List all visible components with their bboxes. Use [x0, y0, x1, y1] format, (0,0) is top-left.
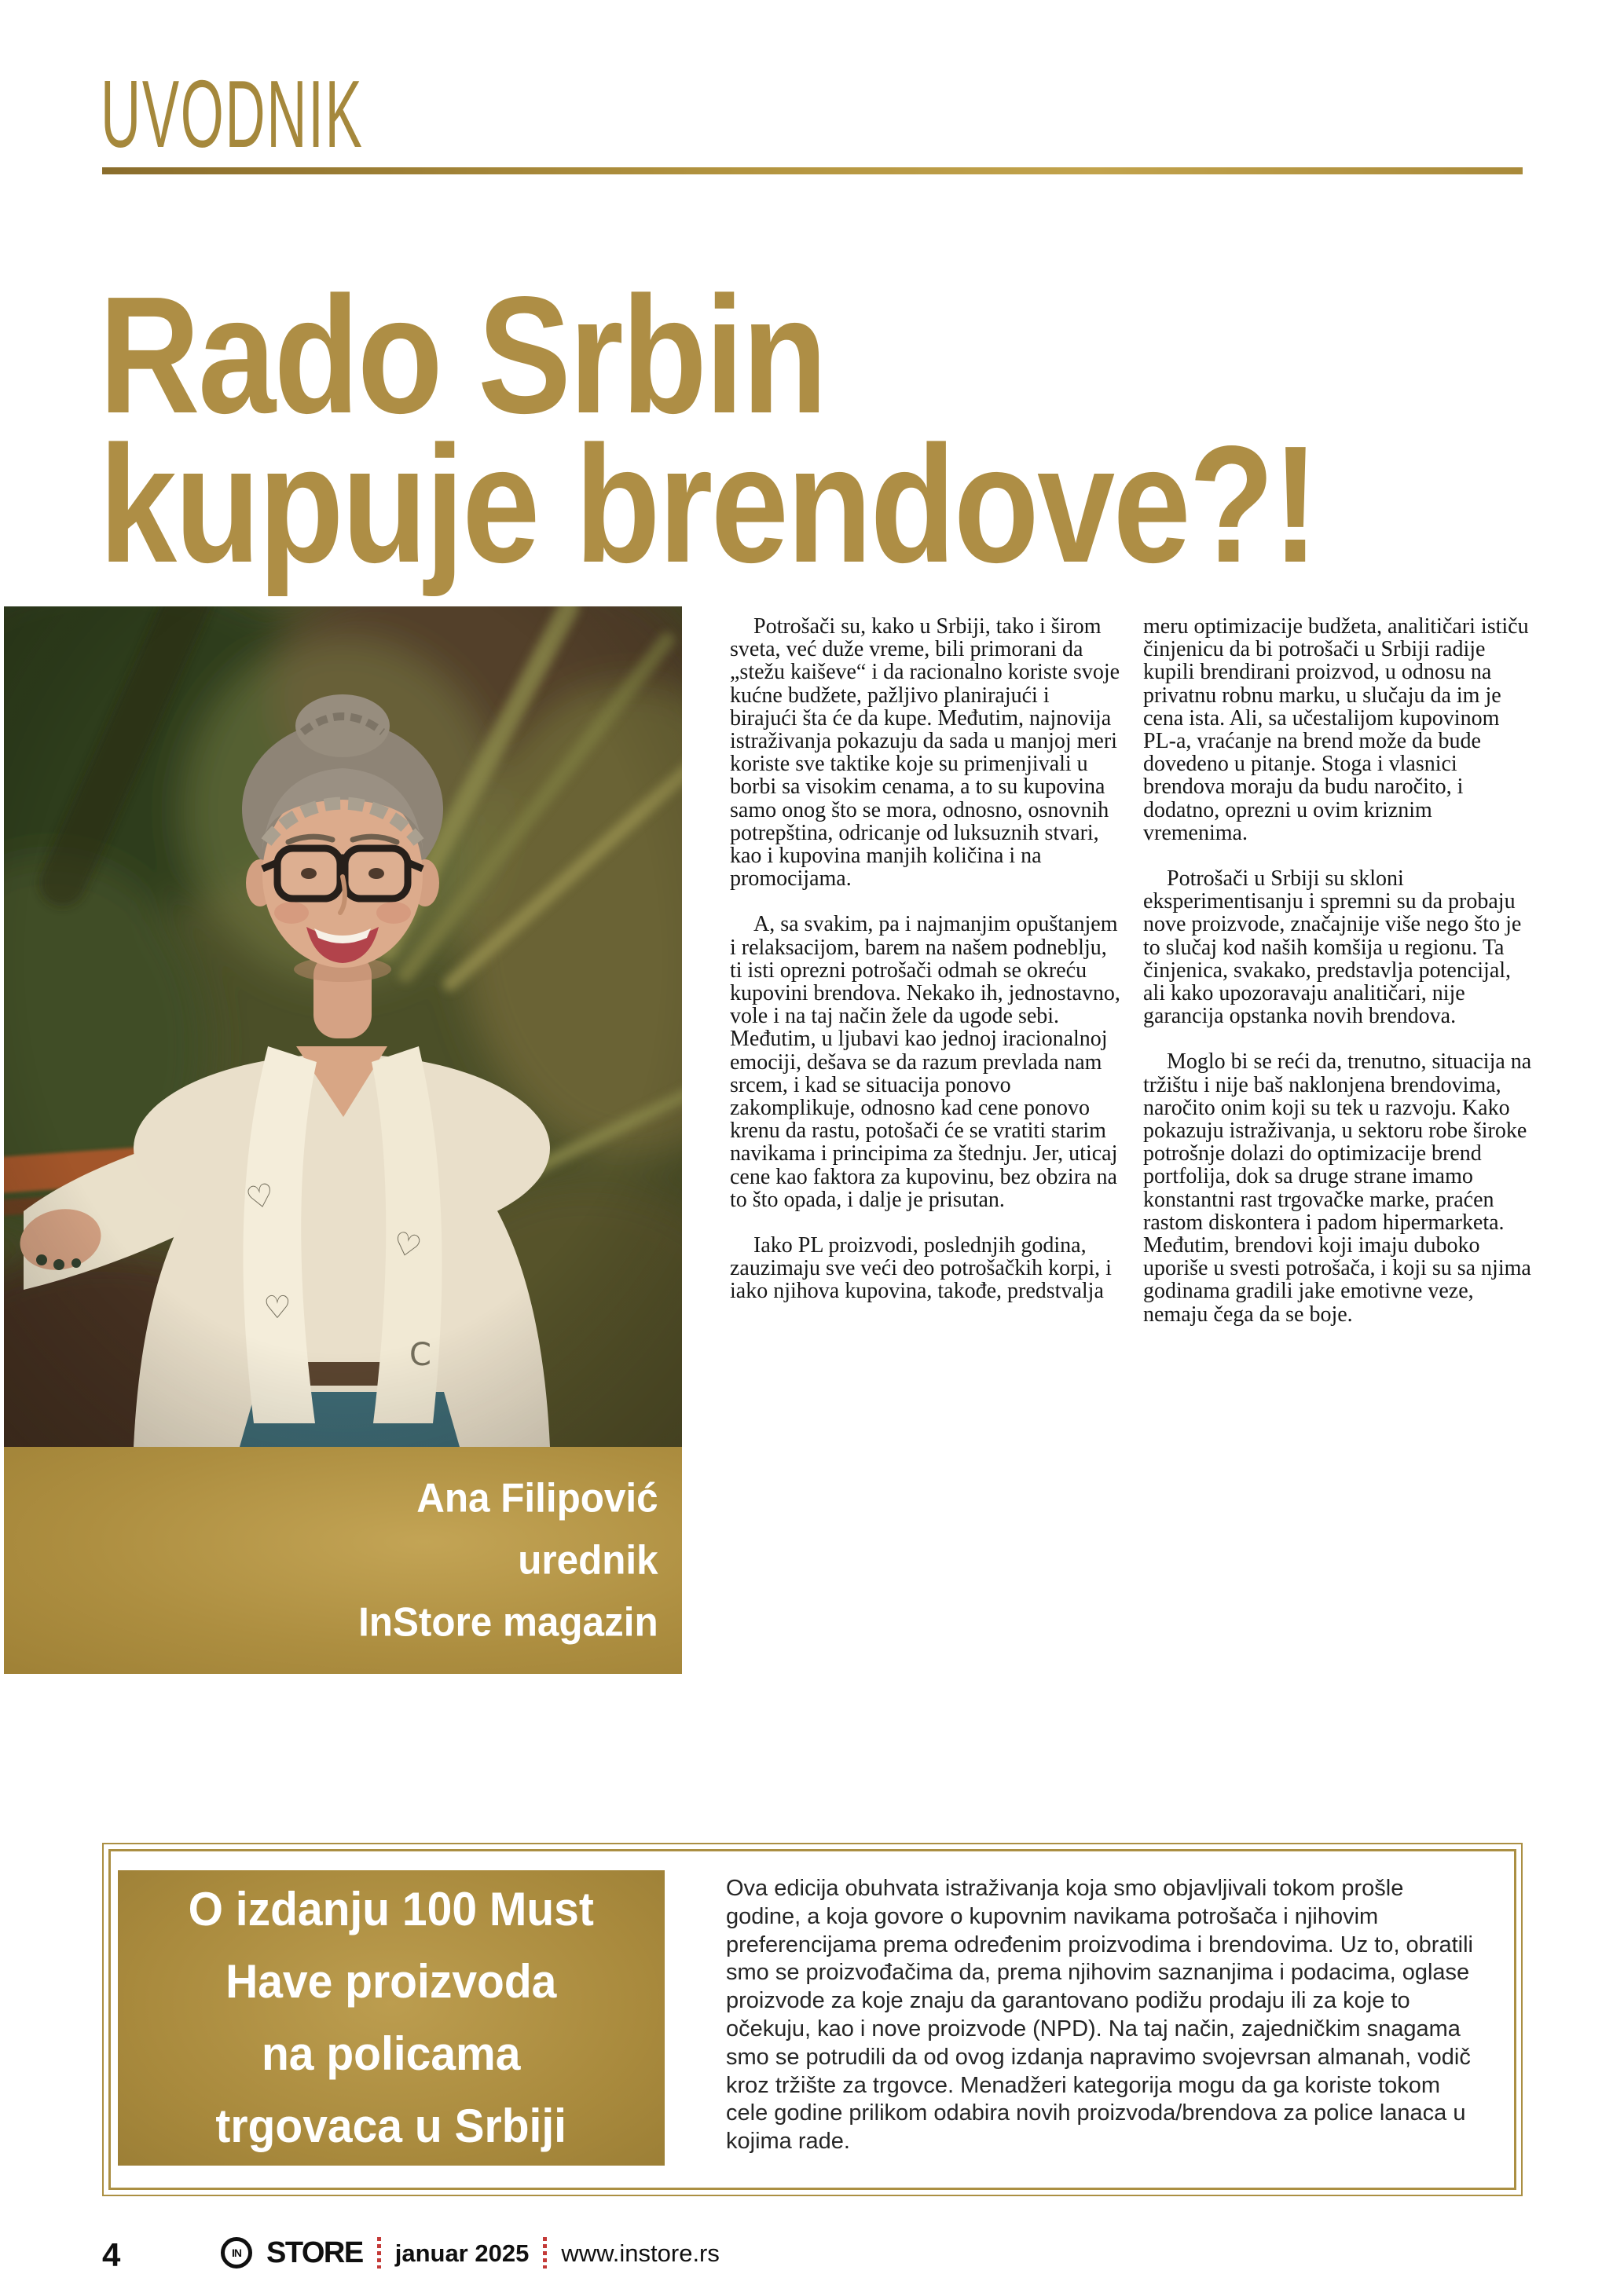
caption-organization: InStore magazin — [358, 1599, 658, 1645]
article-title — [99, 262, 1318, 597]
instore-logo-monogram: IN — [232, 2247, 241, 2259]
caption-role: urednik — [518, 1537, 658, 1583]
issue-date: januar 2025 — [394, 2239, 530, 2267]
promo-body-text: Ova edicija obuhvata istraživanja koja smo objavljivali tokom prošle godine, a koja govore o kupovnim navikama potrošača i njihovim preferencijama prema određenim proizvodima i brendovima. Uz to, obratili smo se proizvođačima da, prema njihovim saznanjima i podacima, oglase proizvode za koje znaju da garantovano podižu prodaju ili za koje to očekuju, kao i nove proizvode (NPD). Na taj način, zajedničkim snagama smo se potrudili da od ovog izdanja napravimo svojevrsan almanah, vodič kroz tržište za trgovce. Menadžeri kategorija mogu da ga koriste tokom cele godine prilikom odabira novih proizvoda/brendova za police lanaca u kojima rade. — [726, 1876, 1473, 2155]
article-title-line2: kupuje brendove?! — [99, 411, 1318, 597]
promo-heading-line1: O izdanju 100 Must — [188, 1883, 595, 1935]
red-dotted-separator — [377, 2237, 381, 2269]
article-paragraph: Iako PL proizvodi, poslednjih godina, zauzimaju sve veći deo potrošačkih korpi, i iako njihova kupovina, takođe, predstvalja — [730, 1233, 1112, 1304]
section-kicker: UVODNIK — [101, 60, 364, 167]
store-wordmark: STORE — [266, 2236, 363, 2269]
promo-gold-panel — [118, 1870, 665, 2166]
promo-heading-line3: na policama — [262, 2027, 521, 2080]
gold-divider-rule — [102, 167, 1523, 174]
article-column-1 — [730, 615, 1121, 1326]
promo-heading-line4: trgovaca u Srbiji — [215, 2100, 567, 2152]
website-link[interactable]: www.instore.rs — [561, 2239, 720, 2267]
article-paragraph: Potrošači su, kako u Srbiji, tako i širom sveta, već duže vreme, bili primorani da „stežu kaiševe“ i da racionalno koriste svoje kućne budžete, pažljivo planirajući i birajući šta će da kupe. Međutim, najnovija istraživanja pokazuju da sada u manjoj meri koriste sve taktike koje su primenjivali u borbi sa visokim cenama, a to su kupovina samo onog što se mora, odnosno, osnovnih potrepština, odricanje od luksuznih stvari, kao i kupovina manjih količina i na promocijama. — [730, 614, 1120, 892]
article-paragraph: Potrošači u Srbiji su skloni eksperimentisanju i spremni su da probaju nove proizvode, značajnije više nego što je to slučaj kod naših komšija u regionu. Ta činjenica, svakako, predstavlja potencijal, ali kako upozoravaju analitičari, nije garancija opstanka novih brendova. — [1143, 866, 1522, 1029]
promo-box-inner-border — [108, 1849, 1516, 2190]
editor-photo — [4, 606, 682, 1447]
promo-heading — [189, 1873, 594, 2162]
photo-caption-panel — [4, 1447, 682, 1674]
article-column-2 — [1143, 615, 1534, 1349]
footer-brand-row — [221, 2231, 720, 2275]
promo-heading-line2: Have proizvoda — [225, 1955, 557, 2008]
promo-box — [102, 1843, 1523, 2196]
article-paragraph: meru optimizacije budžeta, analitičari ističu činjenicu da bi potrošači u Srbiji radije kupili brendirani proizvod, u odnosu na privatnu robnu marku, u slučaju da im je cena ista. Ali, sa učestalijom kupovinom PL-a, vraćanje na brend može da bude dovedeno u pitanje. Stoga i vlasnici brendova moraju da budu naročito, i dodatno, oprezni u ovim kriznim vremenima. — [1143, 614, 1529, 845]
page-number: 4 — [102, 2236, 121, 2273]
article-paragraph: Moglo bi se reći da, trenutno, situacija na tržištu i nije baš naklonjena brendovima, naročito onim koji su tek u razvoju. Kako pokazuju istraživanja, u sektoru robe široke potrošnje dolazi do optimizacije brend portfolija, dok sa druge strane imamo konstantni rast trgovačke marke, praćen rastom diskontera i padom hipermarketa. Međutim, brendovi koji imaju duboko uporiše u svesti potrošača, i koji su sa njima godinama gradili jake emotivne veze, nemaju čega da se boje. — [1143, 1049, 1532, 1327]
caption-name: Ana Filipović — [416, 1475, 658, 1521]
article-paragraph: A, sa svakim, pa i najmanjim opuštanjem i relaksacijom, barem na našem podneblju, ti isti oprezni potrošači odmah se okreću kupovini brendova. Nekako ih, jednostavno, vole i na taj način žele da ugode sebi. Međutim, u ljubavi kao jednoj iracionalnoj emociji, dešava se da razum prevlada nam srcem, i kad se situacija ponovo zakomplikuje, odnosno kad cene ponovo krenu da rastu, potošači će se vratiti starim navikama i principima za štednju. Jer, uticaj cene kao faktora za kupovinu, bez obzira na to što opada, i dalje je prisutan. — [730, 912, 1120, 1212]
instore-logo-icon — [221, 2237, 252, 2269]
red-dotted-separator — [543, 2237, 547, 2269]
editor-photo-illustration — [4, 606, 682, 1447]
article-title-line1: Rado Srbin — [99, 262, 826, 448]
photo-caption — [358, 1467, 658, 1653]
